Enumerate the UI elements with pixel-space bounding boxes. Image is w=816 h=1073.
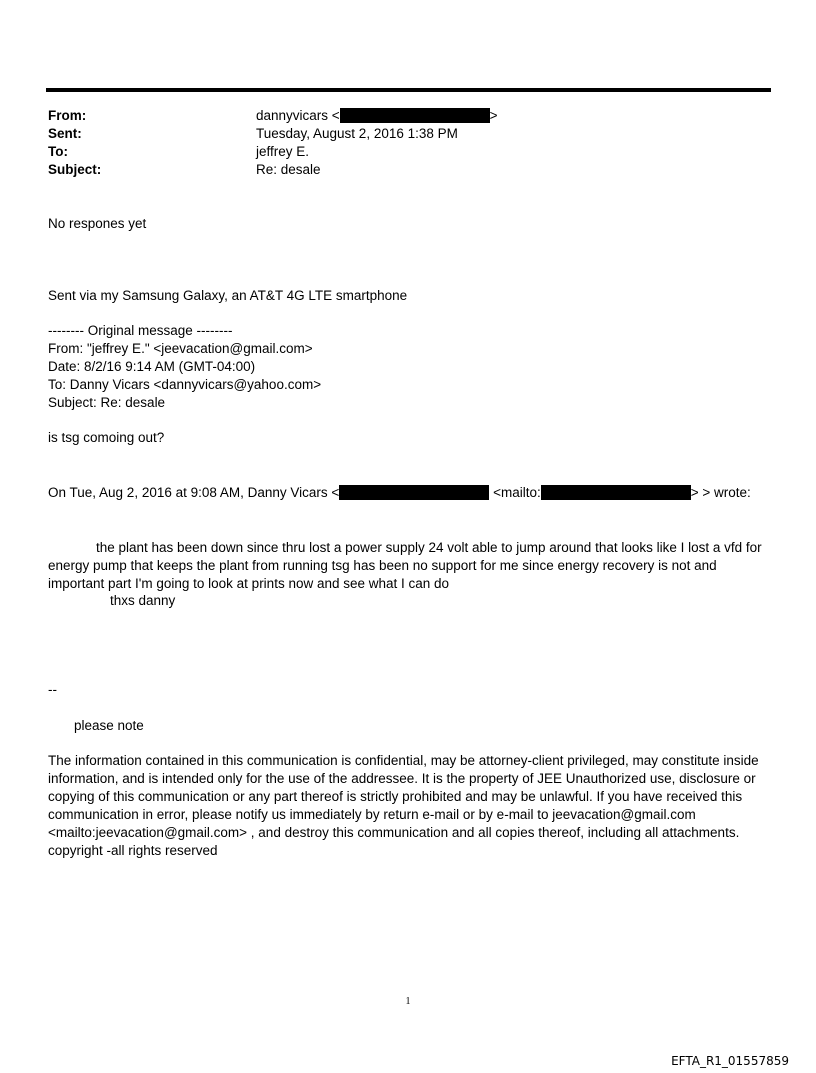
to-label: To:: [48, 144, 68, 159]
quoted-signoff: thxs danny: [110, 593, 176, 608]
from-value: [256, 108, 498, 123]
wrote-text: > > wrote:: [690, 485, 751, 500]
reply-text: No respones yet: [48, 216, 147, 231]
mobile-signature: Sent via my Samsung Galaxy, an AT&T 4G LTE smartphone: [48, 288, 408, 303]
original-subject: Subject: Re: desale: [48, 395, 166, 410]
please-note: please note: [74, 718, 144, 733]
original-date: Date: 8/2/16 9:14 AM (GMT-04:00): [48, 359, 256, 374]
from-label: From:: [48, 108, 87, 123]
original-to: To: Danny Vicars <dannyvicars@yahoo.com>: [48, 377, 322, 392]
subject-value: Re: desale: [256, 162, 321, 177]
sent-label: Sent:: [48, 126, 82, 141]
subject-label: Subject:: [48, 162, 102, 177]
disclaimer-paragraph: The information contained in this communication is confidential, may be attorney-client privileged, may constitute inside information, and is intended only for the use of the addressee. It is the property of JEE Unauthorized use, disclosure or copying of this communication or any part thereof is strictly prohibited and may be unlawful. If you have received this communication in error, please notify us immediately by return e-mail or by e-mail to jeevacation@gmail.com <mailto:jeevacation@gmail.com> , and destroy this communication and all copies thereof, including all attachments. copyright -all rights reserved: [48, 753, 759, 858]
document-id: EFTA_R1_01557859: [671, 1054, 789, 1068]
question-text: is tsg comoing out?: [48, 430, 165, 445]
redaction-block: [541, 485, 691, 500]
original-message-header: -------- Original message --------: [48, 323, 233, 338]
attribution-prefix: On Tue, Aug 2, 2016 at 9:08 AM, Danny Vicars <: [48, 485, 340, 500]
sent-value: Tuesday, August 2, 2016 1:38 PM: [256, 126, 458, 141]
to-value: jeffrey E.: [256, 144, 310, 159]
original-from: From: "jeffrey E." <jeevacation@gmail.com>: [48, 341, 313, 356]
quote-attribution: [48, 485, 751, 500]
mailto-text: <mailto:: [489, 485, 541, 500]
quoted-paragraph: the plant has been down since thru lost a power supply 24 volt able to jump around that looks like I lost a vfd for energy pump that keeps the plant from running tsg has been no support for me since energy recovery is not and important part I'm going to look at prints now and see what I can do: [48, 540, 762, 591]
from-value-prefix: dannyvicars <: [256, 108, 340, 123]
page-number: 1: [405, 996, 411, 1007]
from-value-suffix: >: [489, 108, 498, 123]
signature-separator: --: [48, 682, 57, 697]
redaction-block: [340, 108, 490, 123]
redaction-block: [339, 485, 489, 500]
header-divider: [46, 88, 771, 92]
